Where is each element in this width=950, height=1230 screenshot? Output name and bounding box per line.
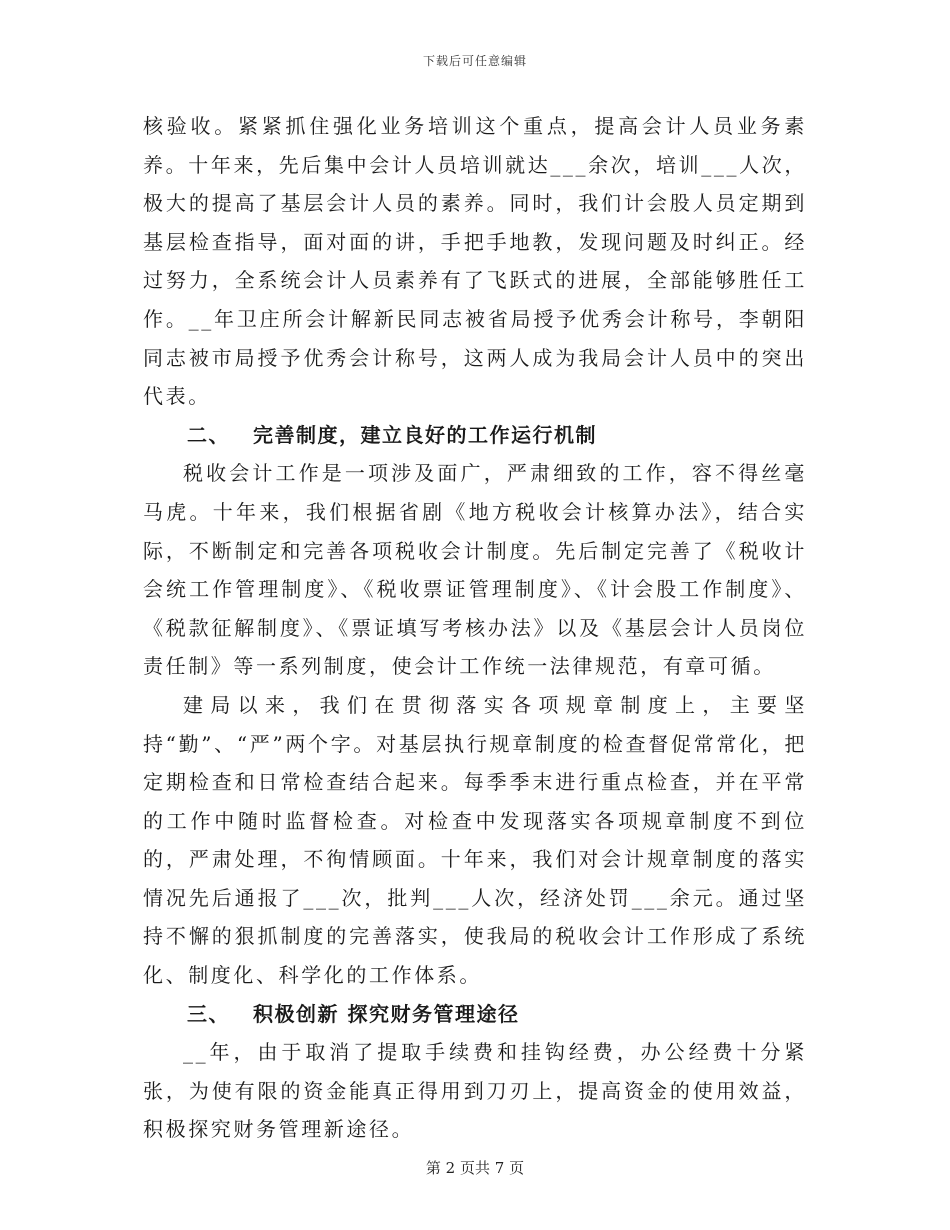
paragraph-enforcement: 建局以来，我们在贯彻落实各项规章制度上，主要坚持“勤”、“严”两个字。对基层执行规章制度的检查督促常常化，把定期检查和日常检查结合起来。每季季末进行重点检查，并在平常的工作中随时监督检查。对检查中发现落实各项规章制度不到位的，严肃处理，不徇情顾面。十年来，我们对会计规章制度的落实情况先后通报了___次，批判___人次，经济处罚___余元。通过坚持不懈的狠抓制度的完善落实，使我局的税收会计工作形成了系统化、制度化、科学化的工作体系。 xyxy=(143,692,807,988)
section-heading-2 xyxy=(143,416,807,455)
section-number: 三、 xyxy=(187,1001,230,1026)
section-title: 完善制度，建立良好的工作运行机制 xyxy=(253,422,597,447)
page-footer: 第 2 页共 7 页 xyxy=(425,1159,525,1177)
paragraph-training: 核验收。紧紧抓住强化业务培训这个重点，提高会计人员业务素养。十年来，先后集中会计人员培训就达___余次，培训___人次，极大的提高了基层会计人员的素养。同时，我们计会股人员定期到基层检查指导，面对面的讲，手把手地教，发现问题及时纠正。经过努力，全系统会计人员素养有了飞跃式的进展，全部能够胜任工作。__年卫庄所会计解新民同志被省局授予优秀会计称号，李朝阳同志被市局授予优秀会计称号，这两人成为我局会计人员中的突出代表。 xyxy=(143,114,807,409)
paragraph-finance: __年，由于取消了提取手续费和挂钩经费，办公经费十分紧张，为使有限的资金能真正得用到刀刃上，提高资金的使用效益，积极探究财务管理新途径。 xyxy=(143,1040,807,1142)
section-heading-3 xyxy=(143,995,807,1034)
section-title: 积极创新 探究财务管理途径 xyxy=(253,1001,520,1026)
paragraph-regulations: 税收会计工作是一项涉及面广，严肃细致的工作，容不得丝毫马虎。十年来，我们根据省剧《地方税收会计核算办法》，结合实际，不断制定和完善各项税收会计制度。先后制定完善了《税收计会统工作管理制度》、《税收票证管理制度》、《计会股工作制度》、《税款征解制度》、《票证填写考核办法》以及《基层会计人员岗位责任制》等一系列制度，使会计工作统一法律规范，有章可循。 xyxy=(143,461,807,679)
section-number: 二、 xyxy=(187,422,230,447)
page-header: 下载后可任意编辑 xyxy=(422,54,527,68)
document-body xyxy=(143,107,807,1149)
